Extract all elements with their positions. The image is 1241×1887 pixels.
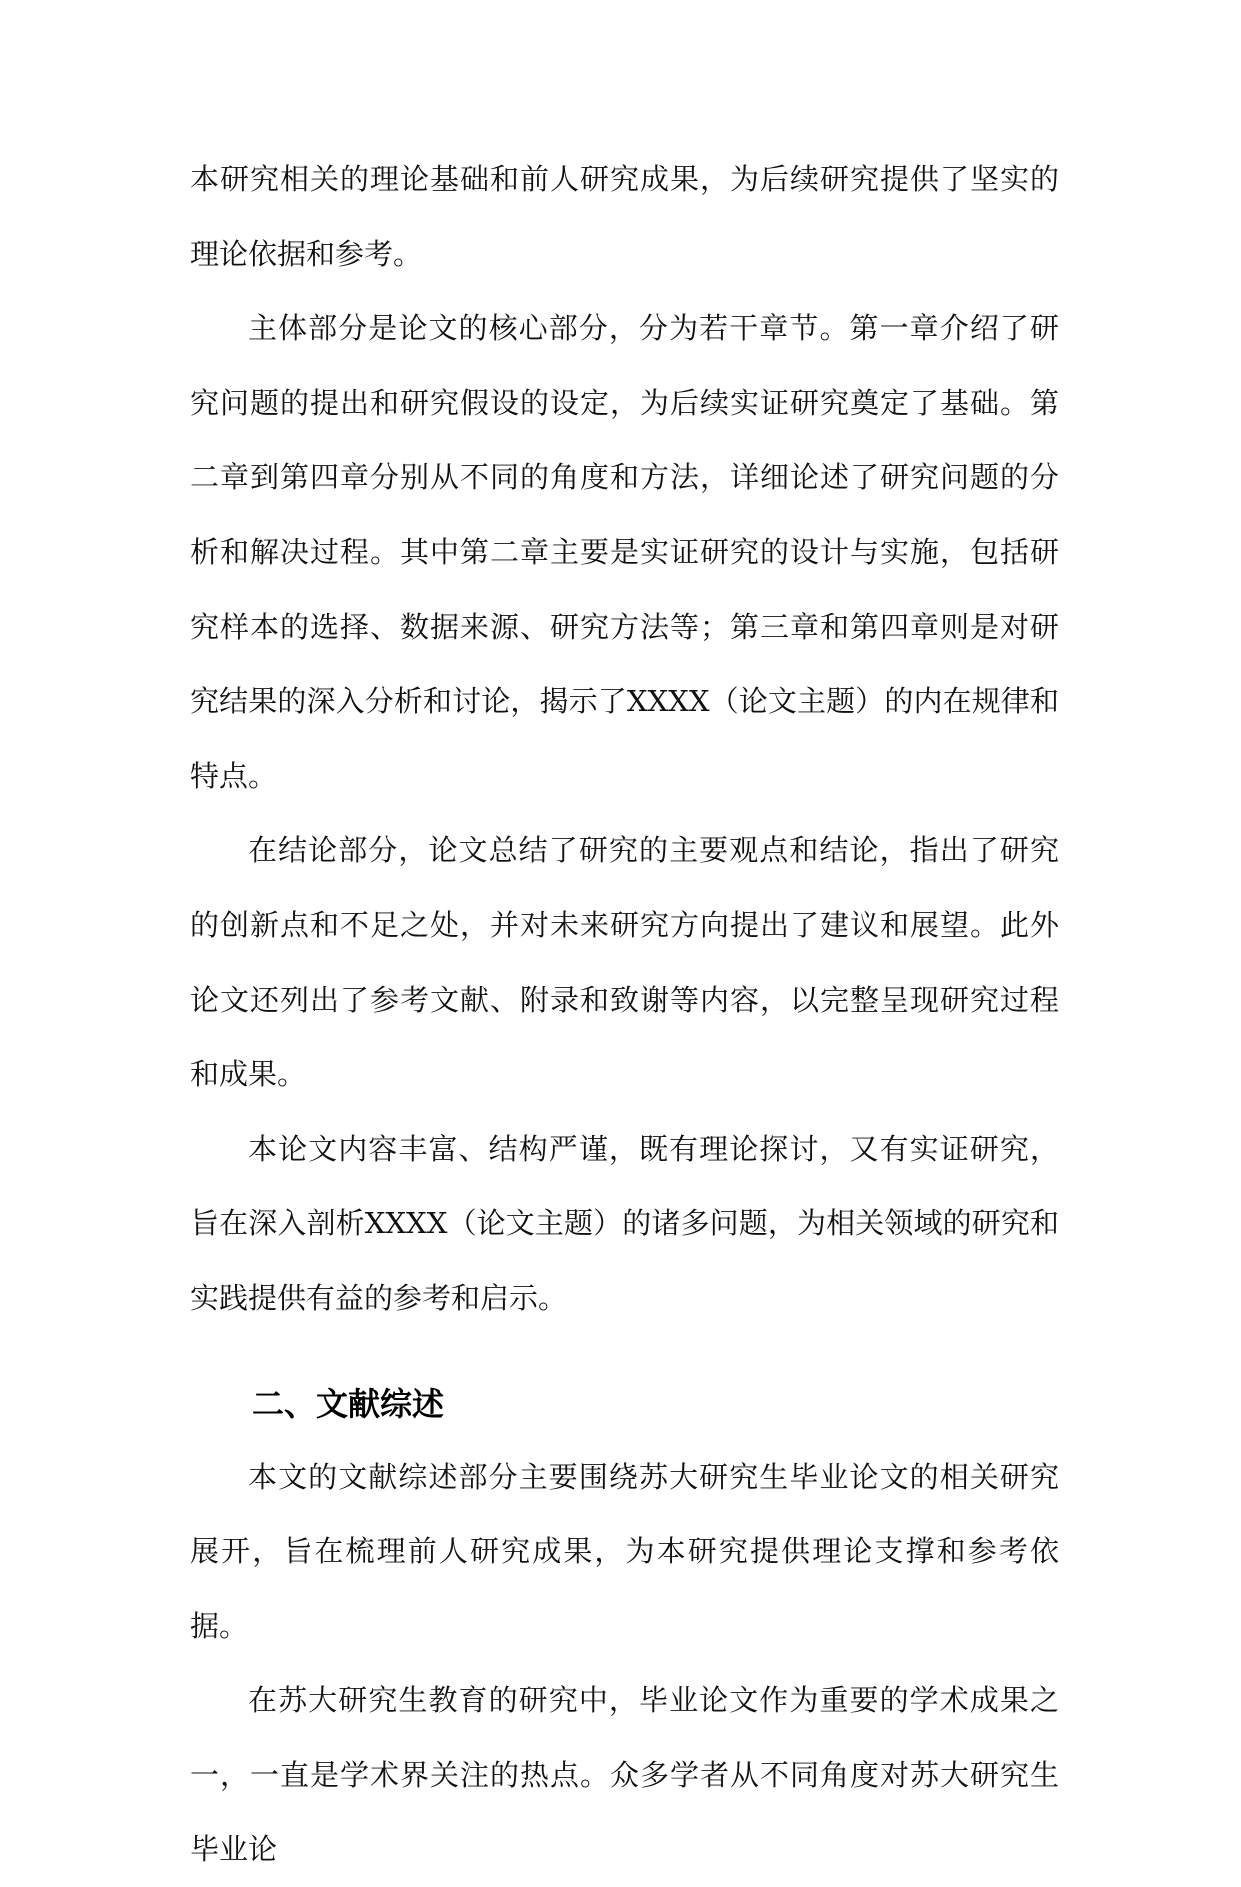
paragraph-summary: 本论文内容丰富、结构严谨，既有理论探讨，又有实证研究，旨在深入剖析XXXX（论文主题）的诸多问题，为相关领域的研究和实践提供有益的参考和启示。 bbox=[190, 1131, 1059, 1315]
section-heading-literature-review: 二、文献综述 bbox=[252, 1384, 445, 1423]
paragraph-continued: 本研究相关的理论基础和前人研究成果，为后续研究提供了坚实的理论依据和参考。 bbox=[190, 162, 1059, 271]
paragraph-review-intro: 本文的文献综述部分主要围绕苏大研究生毕业论文的相关研究展开，旨在梳理前人研究成果，为本研究提供理论支撑和参考依据。 bbox=[190, 1459, 1059, 1643]
document-body bbox=[190, 142, 1059, 1887]
paragraph-conclusion: 在结论部分，论文总结了研究的主要观点和结论，指出了研究的创新点和不足之处，并对未来研究方向提出了建议和展望。此外论文还列出了参考文献、附录和致谢等内容，以完整呈现研究过程和成果。 bbox=[190, 833, 1059, 1092]
paragraph-review-body: 在苏大研究生教育的研究中，毕业论文作为重要的学术成果之一，一直是学术界关注的热点。众多学者从不同角度对苏大研究生毕业论 bbox=[190, 1683, 1059, 1867]
paragraph-main-body: 主体部分是论文的核心部分，分为若干章节。第一章介绍了研究问题的提出和研究假设的设定，为后续实证研究奠定了基础。第二章到第四章分别从不同的角度和方法，详细论述了研究问题的分析和解决过程。其中第二章主要是实证研究的设计与实施，包括研究样本的选择、数据来源、研究方法等；第三章和第四章则是对研究结果的深入分析和讨论，揭示了XXXX（论文主题）的内在规律和特点。 bbox=[190, 311, 1059, 793]
